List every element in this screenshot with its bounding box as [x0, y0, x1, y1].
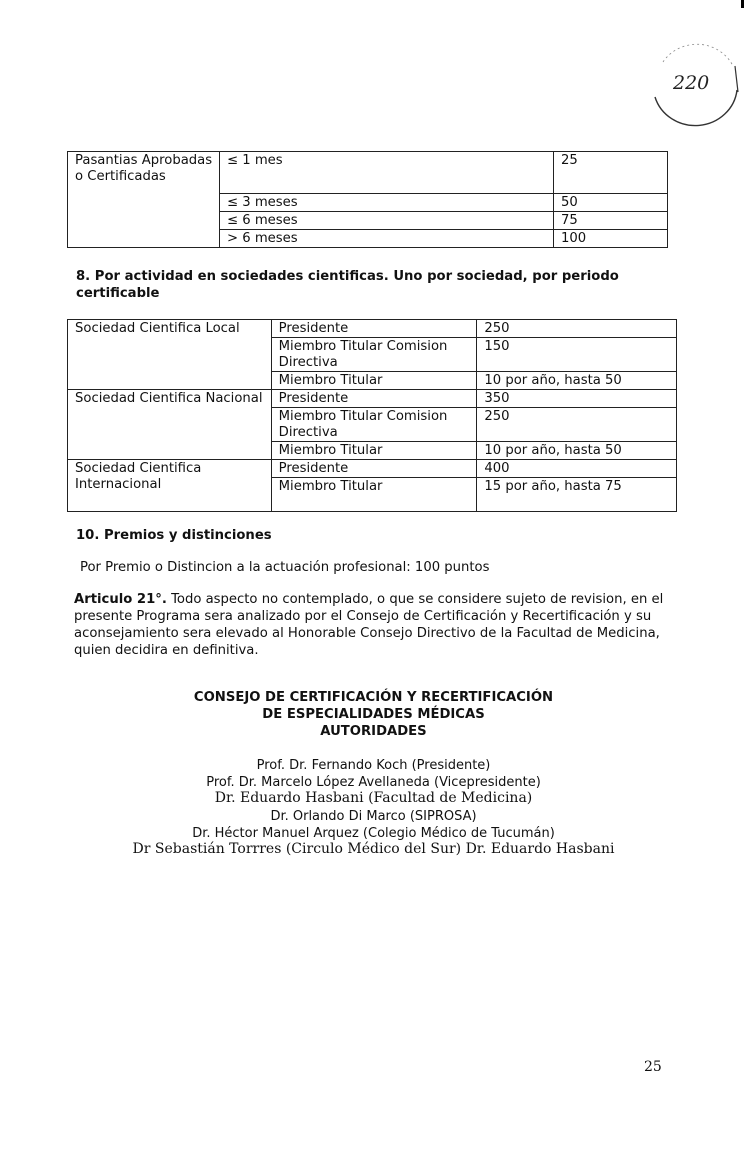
points-cell: 25	[554, 152, 668, 194]
role-cell: Miembro Titular	[271, 442, 477, 460]
council-member: Prof. Dr. Marcelo López Avellaneda (Vicepresidente)	[206, 775, 541, 790]
page-number: 25	[644, 1059, 662, 1075]
premio-text: Por Premio o Distincion a la actuación profesional: 100 puntos	[80, 560, 490, 575]
points-cell: 250	[477, 320, 677, 338]
points-cell: 250	[477, 408, 677, 442]
edge-mark	[741, 0, 744, 8]
council-member: Dr. Orlando Di Marco (SIPROSA)	[270, 809, 477, 824]
council-member: Dr Sebastián Torrres (Circulo Médico del Sur) Dr. Eduardo Hasbani	[132, 841, 615, 857]
points-cell: 75	[554, 212, 668, 230]
points-cell: 150	[477, 338, 677, 372]
pasantias-label: Pasantias Aprobadas o Certificadas	[68, 152, 220, 248]
role-cell: Miembro Titular	[271, 478, 477, 512]
points-cell: 100	[554, 230, 668, 248]
council-member: Dr. Héctor Manuel Arquez (Colegio Médico de Tucumán)	[192, 826, 555, 841]
article-21-heading: Articulo 21°.	[74, 592, 167, 607]
section-10-title: 10. Premios y distinciones	[76, 528, 272, 543]
points-cell: 10 por año, hasta 50	[477, 372, 677, 390]
sociedades-table	[67, 319, 677, 512]
condition-cell: ≤ 1 mes	[220, 152, 554, 194]
table-row	[68, 152, 668, 194]
stamp-number: 220	[673, 72, 710, 94]
role-cell: Miembro Titular	[271, 372, 477, 390]
points-cell: 15 por año, hasta 75	[477, 478, 677, 512]
condition-cell: > 6 meses	[220, 230, 554, 248]
role-cell: Presidente	[271, 460, 477, 478]
role-cell: Miembro Titular Comision Directiva	[271, 338, 477, 372]
points-cell: 50	[554, 194, 668, 212]
council-title-line-1: CONSEJO DE CERTIFICACIÓN Y RECERTIFICACIÓN	[193, 690, 554, 705]
seal-stamp	[645, 42, 741, 128]
role-cell: Miembro Titular Comision Directiva	[271, 408, 477, 442]
points-cell: 350	[477, 390, 677, 408]
role-cell: Presidente	[271, 320, 477, 338]
society-label: Sociedad Cientifica Nacional	[68, 390, 272, 460]
points-cell: 400	[477, 460, 677, 478]
council-title-line-2: DE ESPECIALIDADES MÉDICAS	[262, 707, 485, 722]
condition-cell: ≤ 3 meses	[220, 194, 554, 212]
pasantias-table	[67, 151, 668, 248]
section-8-title: 8. Por actividad en sociedades cientificas. Uno por sociedad, por periodo certificable	[76, 269, 619, 301]
council-title-line-3: AUTORIDADES	[320, 724, 427, 739]
table-row	[68, 460, 677, 478]
article-21	[74, 591, 669, 659]
condition-cell: ≤ 6 meses	[220, 212, 554, 230]
society-label: Sociedad Cientifica Internacional	[68, 460, 272, 512]
table-row	[68, 390, 677, 408]
council-member: Prof. Dr. Fernando Koch (Presidente)	[256, 758, 491, 773]
points-cell: 10 por año, hasta 50	[477, 442, 677, 460]
role-cell: Presidente	[271, 390, 477, 408]
council-member: Dr. Eduardo Hasbani (Facultad de Medicina)	[214, 790, 533, 806]
table-row	[68, 320, 677, 338]
society-label: Sociedad Cientifica Local	[68, 320, 272, 390]
article-21-text: Todo aspecto no contemplado, o que se considere sujeto de revision, en el presente Programa sera analizado por el Consejo de Certificación y Recertificación y su aconsejamiento sera elevado al Honorable Consejo Directivo de la Facultad de Medicina, quien decidira en definitiva.	[74, 592, 664, 658]
